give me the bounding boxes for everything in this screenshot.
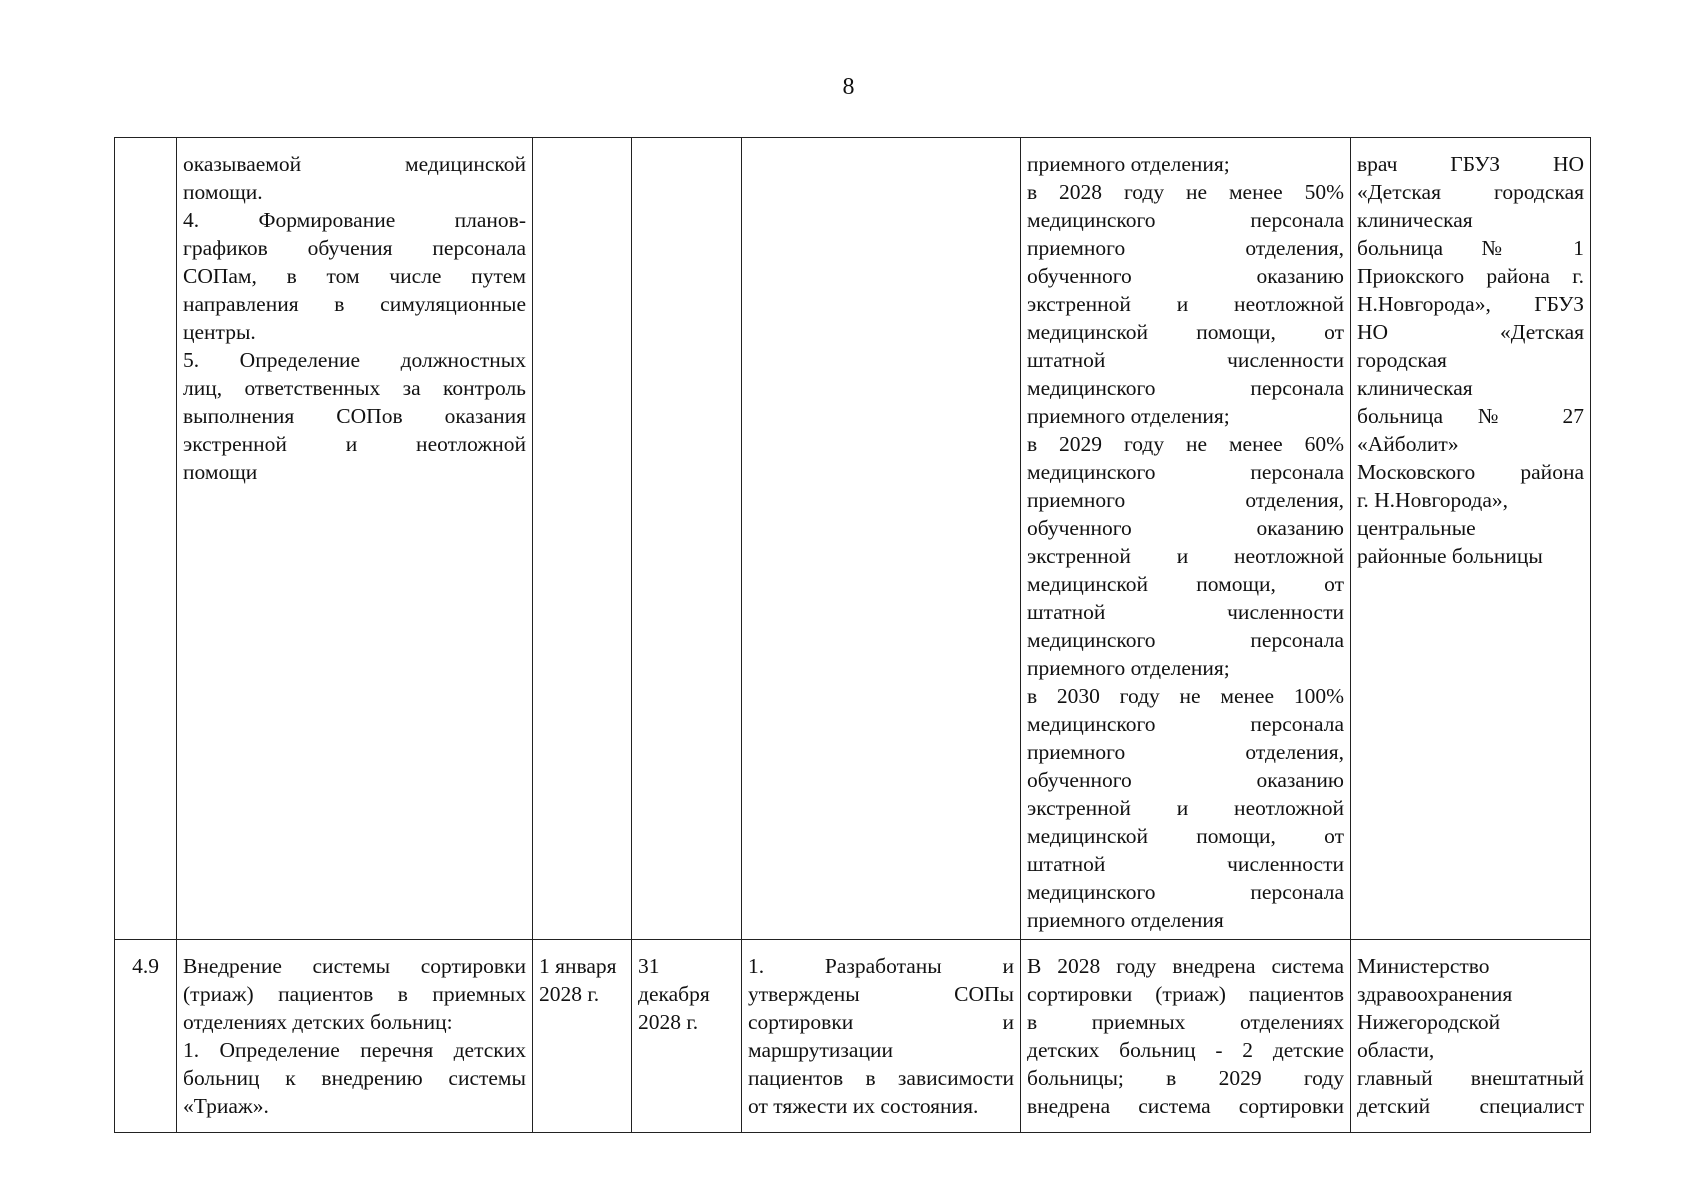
cell-text-line: главный внештатный — [1357, 1066, 1584, 1090]
cell-text-line: В 2028 году внедрена система — [1027, 954, 1344, 978]
result-cell — [742, 940, 1021, 1133]
cell-text-line: приемного отделения; — [1027, 152, 1230, 176]
cell-text-line: штатной численности — [1027, 600, 1344, 624]
cell-text-line: утверждены СОПы — [748, 982, 1014, 1006]
responsible-cell — [1351, 940, 1591, 1133]
cell-text-line: СОПам, в том числе путем — [183, 264, 526, 288]
cell-text-line: 2028 г. — [539, 982, 600, 1006]
cell-text-line: Внедрение системы сортировки — [183, 954, 526, 978]
cell-text-line: помощи. — [183, 180, 263, 204]
cell-text-line: обученного оказанию — [1027, 768, 1344, 792]
cell-text-line: в 2029 году не менее 60% — [1027, 432, 1344, 456]
cell-text-line: центры. — [183, 320, 256, 344]
end-date-cell — [632, 940, 742, 1133]
cell-text-line: в 2030 году не менее 100% — [1027, 684, 1344, 708]
cell-text-line: Приокского района г. — [1357, 264, 1584, 288]
cell-text-line: экстренной и неотложной — [1027, 544, 1344, 568]
cell-text-line: медицинского персонала — [1027, 460, 1344, 484]
cell-text-line: больниц к внедрению системы — [183, 1066, 526, 1090]
cell-text-line: медицинского персонала — [1027, 376, 1344, 400]
cell-text-line: выполнения СОПов оказания — [183, 404, 526, 428]
end-date-cell — [632, 138, 742, 940]
page-number: 8 — [842, 74, 855, 100]
cell-text-line: НО «Детская — [1357, 320, 1584, 344]
cell-text-line: Министерство — [1357, 954, 1490, 978]
cell-text-line: 2028 г. — [638, 1010, 699, 1034]
cell-text-line: «Детская городская — [1357, 180, 1584, 204]
cell-text-line: в 2028 году не менее 50% — [1027, 180, 1344, 204]
cell-text-line: штатной численности — [1027, 852, 1344, 876]
cell-text-line: городская — [1357, 348, 1447, 372]
cell-text-line: «Айболит» — [1357, 432, 1459, 456]
cell-text-line: 4. Формирование планов- — [183, 208, 526, 232]
cell-text-line: больница № 1 — [1357, 236, 1584, 260]
cell-text-line: врач ГБУЗ НО — [1357, 152, 1584, 176]
cell-text-line: декабря — [638, 982, 710, 1006]
cell-text-line: экстренной и неотложной — [1027, 796, 1344, 820]
cell-text-line: лиц, ответственных за контроль — [183, 376, 526, 400]
cell-text-line: здравоохранения — [1357, 982, 1513, 1006]
cell-text-line: оказываемой медицинской — [183, 152, 526, 176]
cell-text-line: области, — [1357, 1038, 1435, 1062]
cell-text-line: приемного отделения, — [1027, 740, 1344, 764]
cell-text-line: больницы; в 2029 году — [1027, 1066, 1344, 1090]
responsible-cell — [1351, 138, 1591, 940]
cell-text-line: отделениях детских больниц: — [183, 1010, 453, 1034]
cell-text-line: 1. Разработаны и — [748, 954, 1014, 978]
cell-text-line: медицинской помощи, от — [1027, 824, 1344, 848]
cell-text-line: медицинской помощи, от — [1027, 572, 1344, 596]
activity-cell — [177, 940, 533, 1133]
cell-text-line: внедрена система сортировки — [1027, 1094, 1344, 1118]
cell-text-line: (триаж) пациентов в приемных — [183, 982, 526, 1006]
indicator-cell — [1021, 940, 1351, 1133]
cell-text-line: графиков обучения персонала — [183, 236, 526, 260]
cell-text-line: 31 — [638, 954, 660, 978]
cell-text-line: обученного оказанию — [1027, 516, 1344, 540]
activity-cell — [177, 138, 533, 940]
cell-text-line: в приемных отделениях — [1027, 1010, 1344, 1034]
cell-text-line: приемного отделения; — [1027, 404, 1230, 428]
start-date-cell — [533, 138, 632, 940]
cell-text-line: от тяжести их состояния. — [748, 1094, 979, 1118]
cell-text-line: клиническая — [1357, 208, 1473, 232]
cell-text-line: медицинской помощи, от — [1027, 320, 1344, 344]
indicator-cell — [1021, 138, 1351, 940]
cell-text-line: Нижегородской — [1357, 1010, 1501, 1034]
table-row — [115, 138, 1591, 940]
cell-text-line: приемного отделения — [1027, 908, 1224, 932]
cell-text-line: сортировки и — [748, 1010, 1014, 1034]
row-number — [115, 138, 177, 940]
plan-table — [114, 137, 1591, 1133]
cell-text-line: центральные — [1357, 516, 1476, 540]
cell-text-line: помощи — [183, 460, 258, 484]
cell-text-line: районные больницы — [1357, 544, 1543, 568]
cell-text-line: сортировки (триаж) пациентов — [1027, 982, 1344, 1006]
cell-text-line: «Триаж». — [183, 1094, 269, 1118]
cell-text-line: 1. Определение перечня детских — [183, 1038, 526, 1062]
cell-text-line: Московского района — [1357, 460, 1584, 484]
cell-text-line: приемного отделения, — [1027, 488, 1344, 512]
cell-text-line: г. Н.Новгорода», — [1357, 488, 1508, 512]
cell-text-line: больница № 27 — [1357, 404, 1584, 428]
result-cell — [742, 138, 1021, 940]
cell-text-line: 1 января — [539, 954, 617, 978]
cell-text-line: 5. Определение должностных — [183, 348, 526, 372]
cell-text-line: обученного оказанию — [1027, 264, 1344, 288]
row-number: 4.9 — [115, 940, 177, 1133]
cell-text-line: экстренной и неотложной — [1027, 292, 1344, 316]
cell-text-line: приемного отделения, — [1027, 236, 1344, 260]
cell-text-line: клиническая — [1357, 376, 1473, 400]
cell-text-line: медицинского персонала — [1027, 880, 1344, 904]
cell-text-line: медицинского персонала — [1027, 208, 1344, 232]
cell-text-line: медицинского персонала — [1027, 712, 1344, 736]
cell-text-line: приемного отделения; — [1027, 656, 1230, 680]
cell-text-line: пациентов в зависимости — [748, 1066, 1014, 1090]
cell-text-line: детских больниц - 2 детские — [1027, 1038, 1344, 1062]
cell-text-line: экстренной и неотложной — [183, 432, 526, 456]
cell-text-line: детский специалист — [1357, 1094, 1584, 1118]
cell-text-line: медицинского персонала — [1027, 628, 1344, 652]
start-date-cell — [533, 940, 632, 1133]
cell-text-line: штатной численности — [1027, 348, 1344, 372]
cell-text-line: маршрутизации — [748, 1038, 893, 1062]
table-row — [115, 940, 1591, 1133]
cell-text-line: Н.Новгорода», ГБУЗ — [1357, 292, 1584, 316]
cell-text-line: направления в симуляционные — [183, 292, 526, 316]
